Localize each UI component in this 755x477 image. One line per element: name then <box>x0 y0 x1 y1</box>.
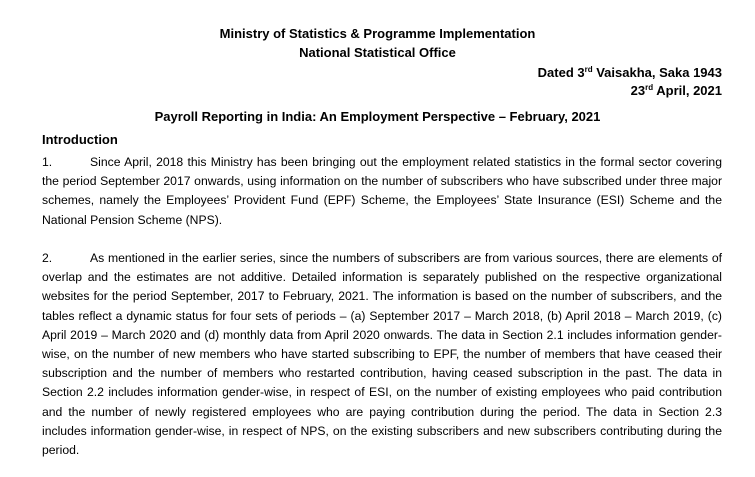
section-heading: Introduction <box>42 132 118 147</box>
date-gregorian-ordinal: rd <box>645 83 654 92</box>
paragraph-1 <box>42 153 722 230</box>
office-name: National Statistical Office <box>299 45 456 60</box>
report-title: Payroll Reporting in India: An Employment Perspective – February, 2021 <box>154 109 601 124</box>
date-saka-suffix: Vaisakha, Saka 1943 <box>592 65 722 80</box>
paragraph-text: Since April, 2018 this Ministry has been bringing out the employment related statistics in the formal sector covering the period September 2017 onwards, using information on the number of subscribers who have subscribed under three major schemes, namely the Employees’ Provident Fund (EPF) Scheme, the Employees’ State Insurance (ESI) Scheme and the National Pension Scheme (NPS). <box>42 155 722 227</box>
paragraph-2 <box>42 249 722 460</box>
dateline <box>538 64 722 100</box>
paragraph-number: 2. <box>42 251 53 265</box>
date-saka-ordinal: rd <box>584 65 593 74</box>
date-gregorian <box>538 82 722 100</box>
date-saka <box>538 64 722 82</box>
ministry-name: Ministry of Statistics & Programme Implementation <box>219 26 536 41</box>
date-gregorian-suffix: April, 2021 <box>653 83 722 98</box>
document-header <box>0 24 755 62</box>
paragraph-text: As mentioned in the earlier series, since the numbers of subscribers are from various sources, there are elements of overlap and the estimates are not additive. Detailed information is separately published on the respective organizational websites for the period September, 2017 to February, 2021. The information is based on the number of subscribers, and the tables reflect a dynamic status for four sets of periods – (a) September 2017 – March 2018, (b) April 2018 – March 2019, (c) April 2019 – March 2020 and (d) monthly data from April 2020 onwards. The data in Section 2.1 includes information gender-wise, on the number of new members who have started subscribing to EPF, the number of members that have ceased their subscription and the number of members who restarted contribution, having ceased subscription in the past. The data in Section 2.2 includes information gender-wise, in respect of ESI, on the number of existing employees who paid contribution and the number of newly registered employees who are paying contribution during the period. The data in Section 2.3 includes information gender-wise, in respect of NPS, on the existing subscribers and new subscribers contributing during the period. <box>42 251 722 458</box>
paragraph-number: 1. <box>42 155 53 169</box>
date-saka-prefix: Dated 3 <box>537 65 585 80</box>
date-gregorian-prefix: 23 <box>630 83 646 98</box>
